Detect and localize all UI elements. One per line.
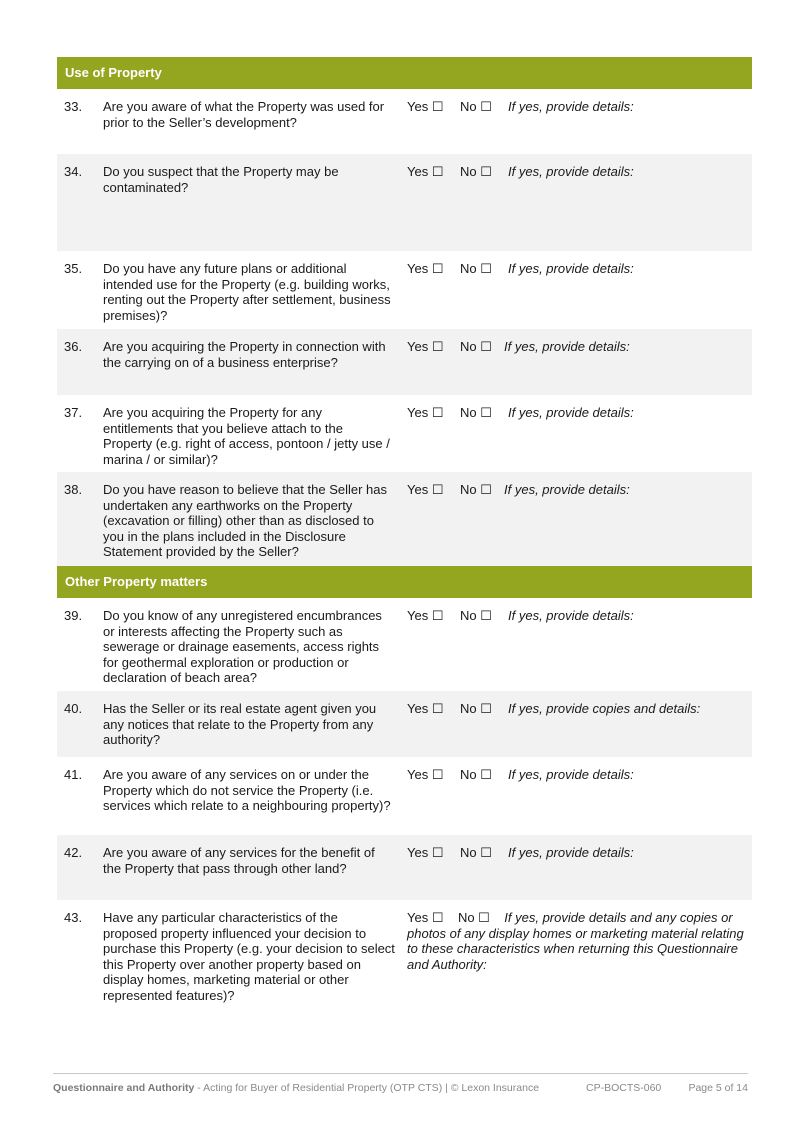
question-row-33 — [57, 89, 752, 154]
footer-page-number: Page 5 of 14 — [688, 1082, 748, 1094]
no-checkbox[interactable]: No ☐ — [460, 482, 492, 497]
question-number: 42. — [64, 845, 83, 860]
yes-checkbox[interactable]: Yes ☐ — [407, 910, 444, 925]
no-checkbox[interactable]: No ☐ — [457, 910, 490, 925]
details-prompt: If yes, provide details: — [504, 482, 630, 497]
question-text: Are you acquiring the Property in connection with the carrying on of a business enterprise? — [103, 339, 386, 370]
yes-checkbox[interactable]: Yes ☐ — [407, 608, 444, 623]
question-row-35 — [57, 251, 752, 329]
question-row-40 — [57, 691, 752, 757]
question-row-41 — [57, 757, 752, 835]
yes-checkbox[interactable]: Yes ☐ — [407, 701, 444, 716]
question-text: Do you have reason to believe that the Seller has undertaken any earthworks on the Property (excavation or filling) other than as disclosed to you in the plans included in the Disclosure Statement provided by the Seller? — [103, 482, 388, 560]
details-prompt: If yes, provide details: — [508, 164, 634, 179]
details-prompt: If yes, provide details: — [508, 608, 634, 623]
question-number: 34. — [64, 164, 83, 179]
yes-checkbox[interactable]: Yes ☐ — [407, 164, 444, 179]
question-text: Has the Seller or its real estate agent given you any notices that relate to the Property from any authority? — [103, 701, 377, 748]
yes-checkbox[interactable]: Yes ☐ — [407, 767, 444, 782]
no-checkbox[interactable]: No ☐ — [460, 261, 492, 276]
no-checkbox[interactable]: No ☐ — [460, 701, 492, 716]
footer-document-title — [53, 1082, 539, 1094]
details-prompt: If yes, provide details: — [504, 339, 630, 354]
section-header-other-property-matters: Other Property matters — [57, 566, 752, 598]
no-checkbox[interactable]: No ☐ — [460, 339, 492, 354]
question-text: Are you acquiring the Property for any entitlements that you believe attach to the Property (e.g. right of access, pontoon / jetty use / marina / or similar)? — [103, 405, 390, 467]
yes-checkbox[interactable]: Yes ☐ — [407, 845, 444, 860]
question-row-38 — [57, 472, 752, 566]
no-checkbox[interactable]: No ☐ — [460, 608, 492, 623]
details-prompt: If yes, provide details and any copies or photos of any display homes or marketing material relating to these characteristics when returning this Questionnaire and Authority: — [407, 910, 744, 972]
yes-checkbox[interactable]: Yes ☐ — [407, 261, 444, 276]
question-number: 37. — [64, 405, 83, 420]
details-prompt: If yes, provide details: — [508, 405, 634, 420]
footer-title-bold: Questionnaire and Authority — [53, 1082, 195, 1094]
question-row-39 — [57, 598, 752, 691]
answer-area — [407, 910, 752, 972]
question-number: 39. — [64, 608, 83, 623]
no-checkbox[interactable]: No ☐ — [460, 845, 492, 860]
details-prompt: If yes, provide details: — [508, 99, 634, 114]
question-row-42 — [57, 835, 752, 900]
question-text: Are you aware of any services for the benefit of the Property that pass through other land? — [103, 845, 375, 876]
footer-title-rest: - Acting for Buyer of Residential Property (OTP CTS) | © Lexon Insurance — [194, 1082, 540, 1094]
yes-checkbox[interactable]: Yes ☐ — [407, 339, 444, 354]
question-row-36 — [57, 329, 752, 395]
yes-checkbox[interactable]: Yes ☐ — [407, 99, 444, 114]
details-prompt: If yes, provide details: — [508, 767, 634, 782]
question-text: Do you have any future plans or additional intended use for the Property (e.g. building works, renting out the Property after settlement, business premises)? — [103, 261, 391, 323]
question-text: Do you suspect that the Property may be contaminated? — [103, 164, 339, 195]
question-text: Are you aware of what the Property was used for prior to the Seller’s development? — [103, 99, 385, 130]
question-row-34 — [57, 154, 752, 251]
question-row-43 — [57, 900, 752, 1010]
question-number: 33. — [64, 99, 83, 114]
question-number: 43. — [64, 910, 83, 925]
question-row-37 — [57, 395, 752, 472]
questionnaire-page — [57, 57, 752, 1010]
yes-checkbox[interactable]: Yes ☐ — [407, 482, 444, 497]
footer-document-code: CP-BOCTS-060 — [586, 1082, 662, 1094]
question-text: Are you aware of any services on or under the Property which do not service the Property (i.e. services which relate to a neighbouring property)? — [103, 767, 391, 814]
question-number: 38. — [64, 482, 83, 497]
question-number: 36. — [64, 339, 83, 354]
no-checkbox[interactable]: No ☐ — [460, 164, 492, 179]
page-footer — [53, 1073, 748, 1094]
no-checkbox[interactable]: No ☐ — [460, 767, 492, 782]
details-prompt: If yes, provide details: — [508, 845, 634, 860]
question-text: Have any particular characteristics of the proposed property influenced your decision to purchase this Property (e.g. your decision to select this Property over another property based on display homes, marketing material or other represented features)? — [103, 910, 395, 1003]
details-prompt: If yes, provide copies and details: — [508, 701, 701, 716]
question-number: 41. — [64, 767, 83, 782]
yes-checkbox[interactable]: Yes ☐ — [407, 405, 444, 420]
details-prompt: If yes, provide details: — [508, 261, 634, 276]
question-number: 35. — [64, 261, 83, 276]
question-number: 40. — [64, 701, 83, 716]
no-checkbox[interactable]: No ☐ — [460, 405, 492, 420]
section-header-use-of-property: Use of Property — [57, 57, 752, 89]
no-checkbox[interactable]: No ☐ — [460, 99, 492, 114]
question-text: Do you know of any unregistered encumbrances or interests affecting the Property such as sewerage or drainage easements, access rights for geothermal exploration or production or declaration of beach area? — [103, 608, 382, 686]
